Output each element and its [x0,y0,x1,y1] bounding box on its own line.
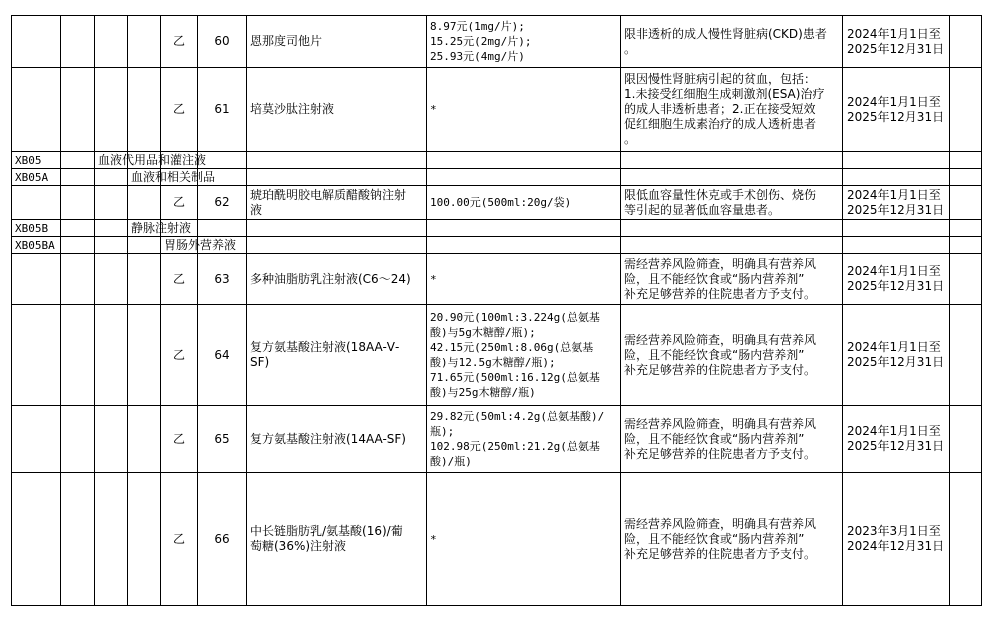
drug-number: 63 [198,254,247,305]
drug-price: 100.00元(500ml:20g/袋) [427,186,621,220]
drug-price: * [427,254,621,305]
drug-price: 8.97元(1mg/片); 15.25元(2mg/片); 25.93元(4mg/片) [427,16,621,68]
category-name: 胃肠外营养液 [161,237,198,254]
validity-period: 2024年1月1日至 2025年12月31日 [843,68,950,152]
drug-number: 64 [198,305,247,406]
validity-period: 2024年1月1日至 2025年12月31日 [843,305,950,406]
category-code: XB05A [12,169,61,186]
category-row [12,237,982,254]
drug-name: 中长链脂肪乳/氨基酸(16)/葡 萄糖(36%)注射液 [247,473,427,606]
drug-price: * [427,473,621,606]
category-code: XB05BA [12,237,61,254]
category-row [12,220,982,237]
category-row [12,152,982,169]
table-row [12,186,982,220]
category-row [12,169,982,186]
validity-period: 2024年1月1日至 2025年12月31日 [843,254,950,305]
drug-limit: 需经营养风险筛查，明确具有营养风 险，且不能经饮食或“肠内营养剂” 补充足够营养的住院患者方予支付。 [621,473,843,606]
drug-number: 61 [198,68,247,152]
drug-limit: 需经营养风险筛查，明确具有营养风 险，且不能经饮食或“肠内营养剂” 补充足够营养的住院患者方予支付。 [621,254,843,305]
drug-class: 乙 [161,16,198,68]
table-row [12,406,982,473]
drug-class: 乙 [161,473,198,606]
drug-number: 65 [198,406,247,473]
drug-class: 乙 [161,68,198,152]
drug-class: 乙 [161,305,198,406]
drug-limit: 限低血容量性休克或手术创伤、烧伤 等引起的显著低血容量患者。 [621,186,843,220]
validity-period: 2024年1月1日至 2025年12月31日 [843,186,950,220]
drug-class: 乙 [161,406,198,473]
drug-name: 恩那度司他片 [247,16,427,68]
drug-price: * [427,68,621,152]
drug-price: 29.82元(50ml:4.2g(总氨基酸)/ 瓶); 102.98元(250ml:21.2g(总氨基 酸)/瓶) [427,406,621,473]
validity-period: 2023年3月1日至 2024年12月31日 [843,473,950,606]
table-row [12,68,982,152]
category-name: 血液和相关制品 [128,169,161,186]
drug-limit: 限非透析的成人慢性肾脏病(CKD)患者 。 [621,16,843,68]
validity-period: 2024年1月1日至 2025年12月31日 [843,406,950,473]
table-row [12,473,982,606]
drug-name: 复方氨基酸注射液(18AA-Ⅴ- SF) [247,305,427,406]
drug-price: 20.90元(100ml:3.224g(总氨基 酸)与5g木糖醇/瓶); 42.15元(250ml:8.06g(总氨基 酸)与12.5g木糖醇/瓶); 71.65元(500ml:16.12g(总氨基 酸)与25g木糖醇/瓶) [427,305,621,406]
drug-name: 培莫沙肽注射液 [247,68,427,152]
category-name: 静脉注射液 [128,220,161,237]
drug-name: 琥珀酰明胶电解质醋酸钠注射 液 [247,186,427,220]
drug-number: 66 [198,473,247,606]
drug-name: 复方氨基酸注射液(14AA-SF) [247,406,427,473]
category-name: 血液代用品和灌注液 [95,152,128,169]
drug-limit: 需经营养风险筛查，明确具有营养风 险，且不能经饮食或“肠内营养剂” 补充足够营养的住院患者方予支付。 [621,305,843,406]
category-code: XB05B [12,220,61,237]
drug-number: 60 [198,16,247,68]
drug-list-table [11,15,982,606]
drug-limit: 需经营养风险筛查，明确具有营养风 险，且不能经饮食或“肠内营养剂” 补充足够营养的住院患者方予支付。 [621,406,843,473]
validity-period: 2024年1月1日至 2025年12月31日 [843,16,950,68]
table-row [12,16,982,68]
table-row [12,254,982,305]
drug-limit: 限因慢性肾脏病引起的贫血，包括： 1.未接受红细胞生成刺激剂(ESA)治疗 的成人非透析患者；2.正在接受短效 促红细胞生成素治疗的成人透析患者 。 [621,68,843,152]
drug-name: 多种油脂肪乳注射液(C6～24) [247,254,427,305]
drug-number: 62 [198,186,247,220]
category-code: XB05 [12,152,61,169]
table-row [12,305,982,406]
drug-class: 乙 [161,254,198,305]
drug-class: 乙 [161,186,198,220]
